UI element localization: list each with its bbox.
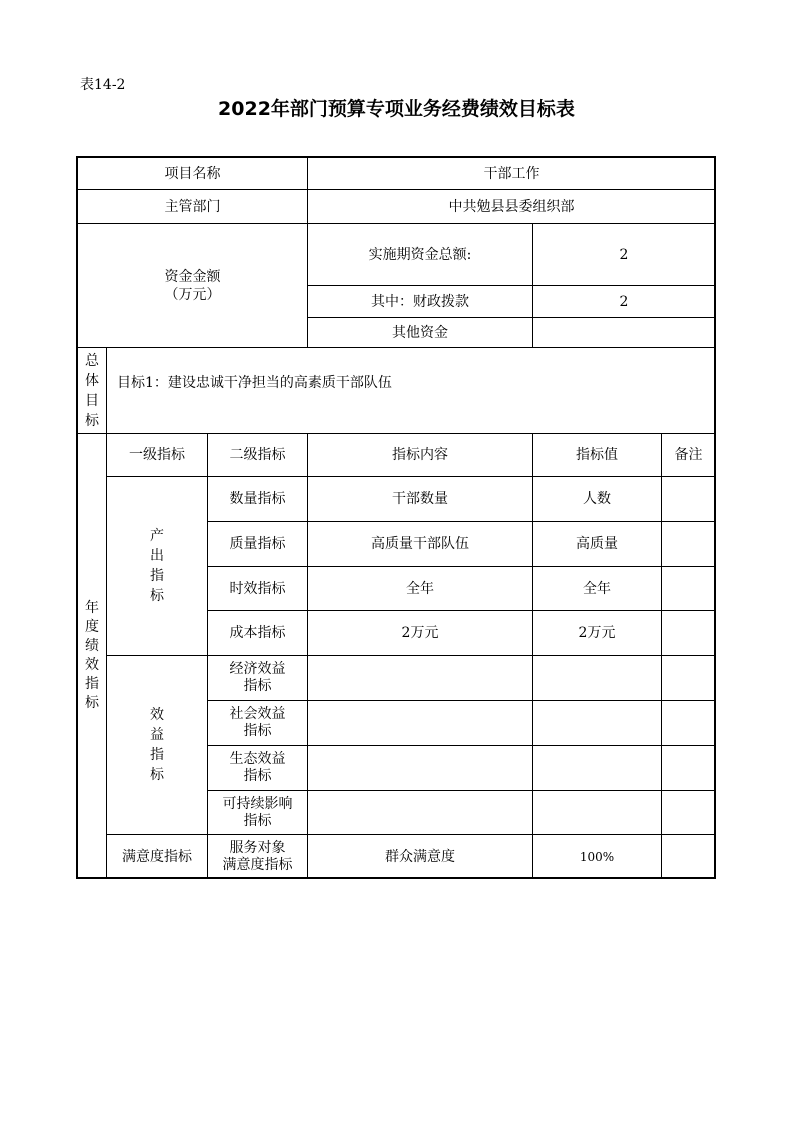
label-char: 标 [85, 695, 99, 711]
table-row-note [662, 701, 715, 745]
table-row-value [533, 746, 661, 790]
label-char: 绩 [85, 638, 99, 654]
label-char: 目 [85, 392, 99, 409]
level2-line1: 可持续影响 [222, 795, 293, 812]
table-number: 表14-2 [80, 77, 126, 93]
table-row-note [662, 522, 715, 566]
label-char: 产 [150, 528, 164, 544]
fiscal-funds-value: 2 [619, 293, 629, 310]
page-title: 2022年部门预算专项业务经费绩效目标表 [218, 98, 575, 120]
department-value: 中共勉县县委组织部 [448, 198, 575, 215]
label-char: 指 [150, 747, 164, 763]
funds-label-line1: 资金金额 [164, 268, 221, 285]
table-row-value: 全年 [583, 580, 611, 597]
label-char: 指 [150, 568, 164, 584]
table-row-note [662, 791, 715, 834]
table-row-value: 人数 [583, 491, 611, 507]
table-row-content: 高质量干部队伍 [371, 536, 469, 552]
level2-line1: 生态效益 [229, 751, 286, 767]
label-char: 度 [85, 619, 99, 635]
label-char: 标 [85, 412, 99, 429]
satisfaction-note [662, 835, 715, 878]
header-value: 指标值 [576, 447, 618, 463]
table-row-level2 [208, 791, 307, 834]
header-content: 指标内容 [392, 447, 448, 463]
table-row-note [662, 477, 715, 521]
table-row-value: 2万元 [578, 625, 616, 641]
funds-label-line2: （万元） [164, 286, 221, 303]
project-name-label: 项目名称 [164, 165, 221, 182]
label-char: 效 [150, 707, 164, 723]
label-char: 指 [85, 676, 99, 692]
table-row-level2: 数量指标 [229, 491, 286, 507]
table-row-content [308, 656, 532, 700]
table-row-content: 全年 [406, 580, 434, 597]
annual-indicators-label [78, 434, 106, 878]
label-char: 年 [85, 600, 99, 616]
table-row-value: 高质量 [576, 536, 618, 552]
level2-line2: 指标 [243, 768, 272, 784]
overall-goal-text: 目标1：建设忠诚干净担当的高素质干部队伍 [117, 375, 392, 391]
other-funds-value [533, 318, 715, 347]
label-char: 效 [85, 657, 99, 673]
table-row-content: 干部数量 [392, 491, 448, 507]
table-row-level2 [208, 746, 307, 790]
level2-line2: 满意度指标 [222, 856, 293, 873]
table-row-level2 [208, 701, 307, 745]
level2-line2: 指标 [243, 678, 272, 694]
satisfaction-level2 [208, 835, 307, 878]
level2-line2: 指标 [243, 723, 272, 739]
header-level1: 一级指标 [129, 447, 185, 463]
funds-label [78, 224, 307, 347]
department-label: 主管部门 [164, 198, 221, 215]
satisfaction-content: 群众满意度 [385, 848, 455, 865]
project-name-value: 干部工作 [483, 165, 540, 182]
table-row-content: 2万元 [401, 625, 439, 641]
label-char: 出 [150, 548, 164, 564]
level2-line1: 社会效益 [229, 706, 286, 722]
fiscal-funds-label: 其中：财政拨款 [371, 293, 469, 310]
total-funds-label: 实施期资金总额: [368, 246, 472, 263]
output-indicators-label [107, 477, 207, 655]
header-level2: 二级指标 [229, 447, 286, 463]
table-row-note [662, 611, 715, 655]
label-char: 标 [150, 767, 164, 783]
level2-line2: 指标 [243, 812, 272, 829]
satisfaction-level1: 满意度指标 [122, 848, 192, 865]
satisfaction-value: 100% [579, 849, 615, 864]
table-row-note [662, 567, 715, 610]
table-row-note [662, 656, 715, 700]
table-row-note [662, 746, 715, 790]
other-funds-label: 其他资金 [392, 324, 448, 341]
label-char: 总 [85, 352, 99, 369]
table-row-level2: 质量指标 [229, 536, 286, 552]
table-row-content [308, 701, 532, 745]
table-row-level2: 成本指标 [229, 625, 286, 641]
table-row-value [533, 656, 661, 700]
table-row-value [533, 701, 661, 745]
table-row-level2 [208, 656, 307, 700]
label-char: 体 [85, 372, 99, 389]
total-funds-value: 2 [619, 246, 629, 263]
header-note: 备注 [674, 447, 703, 463]
table-row-level2: 时效指标 [229, 580, 286, 597]
benefit-indicators-label [107, 656, 207, 834]
table-row-content [308, 791, 532, 834]
table-row-value [533, 791, 661, 834]
label-char: 益 [150, 727, 164, 743]
label-char: 标 [150, 588, 164, 604]
level2-line1: 服务对象 [229, 839, 286, 856]
table-row-content [308, 746, 532, 790]
overall-goal-label [78, 348, 106, 433]
level2-line1: 经济效益 [229, 661, 286, 677]
